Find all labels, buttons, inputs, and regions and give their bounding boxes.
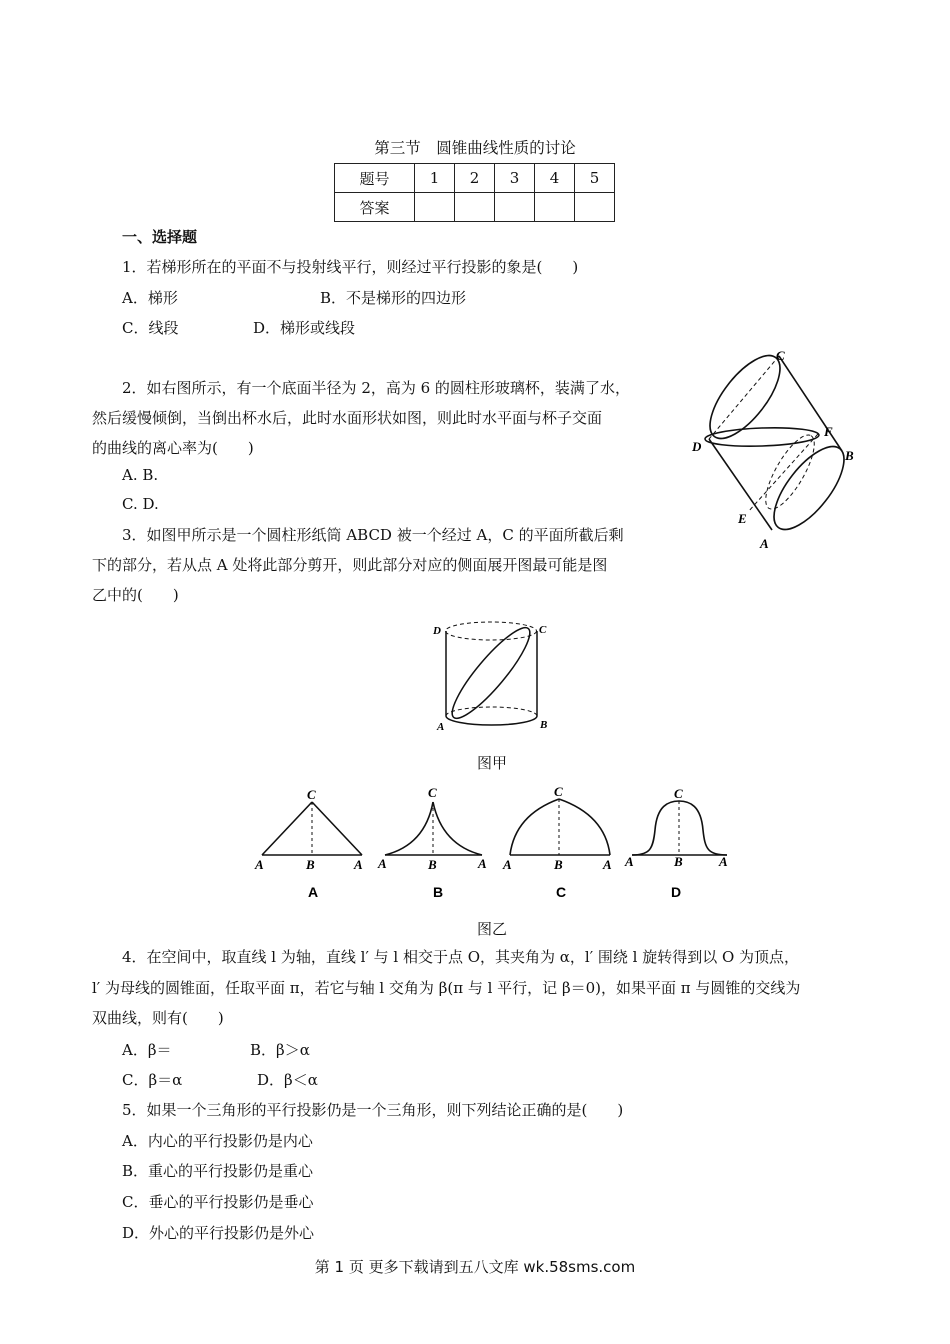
label-b: B: [428, 857, 437, 872]
answer-cell: [495, 193, 535, 222]
q5-option-a: A．内心的平行投影仍是内心: [122, 1132, 313, 1150]
hidden-ellipse: [757, 429, 823, 516]
q2-line-2: 然后缓慢倾倒，当倒出杯水后，此时水面形状如图，则此时水平面与杯子交面: [92, 409, 603, 427]
label-f: F: [824, 424, 833, 439]
fig-jia-caption: 图甲: [477, 754, 508, 772]
section-heading: 一、选择题: [122, 228, 198, 246]
q2-line-3: 的曲线的离心率为( ): [92, 439, 254, 457]
label-a: A: [378, 856, 387, 871]
q1-option-c: C．线段: [122, 319, 179, 337]
jia-label-b: B: [540, 719, 548, 731]
q5-option-d: D．外心的平行投影仍是外心: [122, 1224, 315, 1242]
label-a: A: [625, 854, 634, 869]
page-title: 第三节 圆锥曲线性质的讨论: [374, 139, 576, 157]
answer-cell: [575, 193, 615, 222]
fig-yi-caption: 图乙: [477, 920, 508, 938]
q3-line-1: 3．如图甲所示是一个圆柱形纸筒 ABCD 被一个经过 A，C 的平面所截后剩: [122, 526, 624, 544]
label-c: C: [776, 348, 785, 363]
answer-table-number: 5: [575, 164, 615, 193]
answer-cell: [455, 193, 495, 222]
label-a: A: [354, 857, 363, 872]
answer-table: [334, 163, 615, 222]
q4-line-1: 4．在空间中，取直线 l 为轴，直线 l′ 与 l 相交于点 O，其夹角为 α，l′ 围绕 l 旋转得到以 O 为顶点，: [122, 948, 800, 966]
option-d-letter: D: [671, 884, 682, 900]
page-footer: 第 1 页 更多下载请到五八文库 wk.58sms.com: [314, 1258, 636, 1276]
option-b-letter: B: [433, 884, 444, 900]
q4-line-3: 双曲线，则有( ): [92, 1009, 224, 1027]
q2-options-cd: C. D.: [122, 495, 159, 513]
answer-table-number: 2: [455, 164, 495, 193]
label-d: D: [692, 439, 702, 454]
answer-table-number-header: 题号: [335, 164, 415, 193]
tilted-cylinder-figure: [685, 345, 860, 555]
label-e: E: [738, 511, 747, 526]
q1-stem: 1．若梯形所在的平面不与投射线平行，则经过平行投影的象是( ): [122, 258, 579, 276]
label-a: A: [760, 536, 769, 551]
answer-cell: [415, 193, 455, 222]
label-b: B: [674, 854, 683, 869]
answer-table-number: 3: [495, 164, 535, 193]
cut-ellipse: [443, 620, 539, 727]
label-a: A: [255, 857, 264, 872]
option-b-right-curve: [433, 802, 482, 855]
q4-option-c: C．β＝α: [122, 1071, 183, 1089]
option-c-letter: C: [556, 884, 567, 900]
q5-option-c: C．垂心的平行投影仍是垂心: [122, 1193, 314, 1211]
answer-cell: [535, 193, 575, 222]
q4-line-2: l′ 为母线的圆锥面，任取平面 π，若它与轴 l 交角为 β(π 与 l 平行，记 β＝0)，如果平面 π 与圆锥的交线为: [92, 979, 801, 997]
q4-option-a: A．β＝: [122, 1041, 172, 1059]
answer-table-number: 1: [415, 164, 455, 193]
option-a-left-side: [262, 802, 312, 855]
label-b: B: [845, 448, 854, 463]
option-a-right-side: [312, 802, 362, 855]
label-b: B: [554, 857, 563, 872]
label-a: A: [719, 854, 728, 869]
label-c: C: [307, 787, 316, 802]
label-c: C: [554, 784, 563, 799]
label-c: C: [428, 785, 437, 800]
q4-option-b: B．β＞α: [250, 1041, 310, 1059]
option-b-left-curve: [385, 802, 433, 855]
q4-option-d: D．β＜α: [257, 1071, 318, 1089]
jia-label-a: A: [437, 721, 445, 733]
bottom-ellipse: [762, 436, 857, 541]
base-back-arc: [446, 707, 537, 716]
q1-option-b: B．不是梯形的四边形: [320, 289, 467, 307]
option-c-left-curve: [510, 799, 559, 855]
q5-stem: 5．如果一个三角形的平行投影仍是一个三角形，则下列结论正确的是( ): [122, 1101, 624, 1119]
label-a: A: [503, 857, 512, 872]
q3-line-2: 下的部分，若从点 A 处将此部分剪开，则此部分对应的侧面展开图最可能是图: [92, 556, 608, 574]
option-a-letter: A: [308, 884, 319, 900]
label-b: B: [306, 857, 315, 872]
jia-label-c: C: [539, 624, 547, 636]
jia-label-d: D: [433, 625, 441, 637]
development-options-figure: [245, 780, 740, 905]
q2-line-1: 2．如右图所示，有一个底面半径为 2，高为 6 的圆柱形玻璃杯，装满了水，: [122, 379, 630, 397]
q2-options-ab: A. B.: [122, 466, 159, 484]
label-c: C: [674, 786, 683, 801]
q5-option-b: B．重心的平行投影仍是重心: [122, 1162, 314, 1180]
option-c-right-curve: [559, 799, 610, 855]
cut-cylinder-figure: [430, 618, 560, 738]
label-a: A: [478, 856, 487, 871]
answer-table-answer-header: 答案: [335, 193, 415, 222]
top-dashed-ellipse: [446, 622, 537, 640]
answer-table-number: 4: [535, 164, 575, 193]
q1-option-d: D．梯形或线段: [253, 319, 356, 337]
q1-option-a: A．梯形: [122, 289, 178, 307]
q3-line-3: 乙中的( ): [92, 586, 179, 604]
label-a: A: [603, 857, 612, 872]
